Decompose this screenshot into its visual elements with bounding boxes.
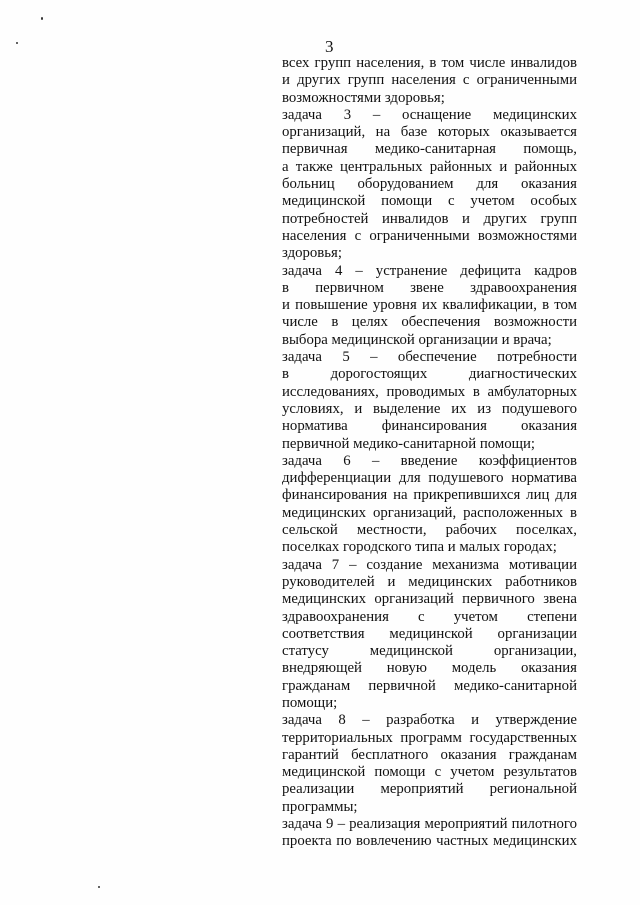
text-line: возможностями здоровья; (282, 89, 445, 106)
text-line: числе в целях обеспечения возможности (282, 314, 577, 331)
text-line: первичной медико-санитарной помощи; (282, 435, 536, 452)
page-number: 3 (325, 37, 334, 56)
text-line: медицинской помощи с учетом особых (282, 193, 577, 210)
text-line: поселках городского типа и малых городах; (282, 539, 557, 556)
text-line: статусу медицинской организации, (282, 643, 577, 660)
text-line: программы; (282, 798, 358, 815)
text-line: гражданам первичной медико-санитарной (282, 677, 577, 694)
text-line: здравоохранения с учетом степени (282, 608, 577, 625)
text-line: условиях, и выделение их из подушевого (282, 400, 577, 417)
text-line: задача 6 – введение коэффициентов (282, 452, 577, 469)
text-line: норматива финансирования оказания (282, 418, 577, 435)
text-line: медицинских организаций, расположенных в (282, 504, 577, 521)
text-line: в первичном звене здравоохранения (282, 279, 577, 296)
text-line: задача 4 – устранение дефицита кадров (282, 262, 577, 279)
text-line: задача 3 – оснащение медицинских (282, 106, 577, 123)
text-line: соответствия медицинской организации (282, 625, 577, 642)
text-line: внедряющей новую модель оказания (282, 660, 577, 677)
text-line: руководителей и медицинских работников (282, 573, 577, 590)
text-line: проекта по вовлечению частных медицинских (282, 833, 577, 850)
text-line: выбора медицинской организации и врача; (282, 331, 552, 348)
text-line: гарантий бесплатного оказания гражданам (282, 746, 577, 763)
text-line: задача 8 – разработка и утверждение (282, 712, 577, 729)
text-line: в дорогостоящих диагностических (282, 366, 577, 383)
text-line: и повышение уровня их квалификации, в том (282, 297, 577, 314)
text-line: реализации мероприятий региональной (282, 781, 577, 798)
text-line: территориальных программ государственных (282, 729, 577, 746)
text-line: помощи; (282, 694, 338, 711)
text-line: всех групп населения, в том числе инвалидов (282, 55, 577, 71)
text-line: населения с ограниченными возможностями (282, 227, 577, 244)
text-line: а также центральных районных и районных (282, 158, 577, 175)
text-line: задача 5 – обеспечение потребности (282, 349, 577, 366)
text-line: медицинской помощи с учетом результатов (282, 764, 577, 781)
text-line: задача 9 – реализация мероприятий пилотного (282, 816, 577, 833)
text-line: медицинских организаций первичного звена (282, 591, 577, 608)
scan-speck (98, 886, 100, 888)
text-line: здоровья; (282, 245, 342, 262)
text-line: задача 7 – создание механизма мотивации (282, 556, 577, 573)
text-line: больниц оборудованием для оказания (282, 176, 577, 193)
scan-speck (41, 17, 43, 20)
text-line: исследованиях, проводимых в амбулаторных (282, 383, 577, 400)
document-text (282, 55, 577, 851)
text-line: дифференциации для подушевого норматива (282, 470, 577, 487)
scan-speck (16, 42, 18, 44)
text-line: потребностей инвалидов и других групп (282, 210, 577, 227)
text-line: и других групп населения с ограниченными (282, 72, 577, 89)
text-line: первичная медико-санитарная помощь, (282, 141, 577, 158)
text-line: сельской местности, рабочих поселках, (282, 522, 577, 539)
text-line: финансирования на прикрепившихся лиц для (282, 487, 577, 504)
text-line: организаций, на базе которых оказывается (282, 124, 577, 141)
